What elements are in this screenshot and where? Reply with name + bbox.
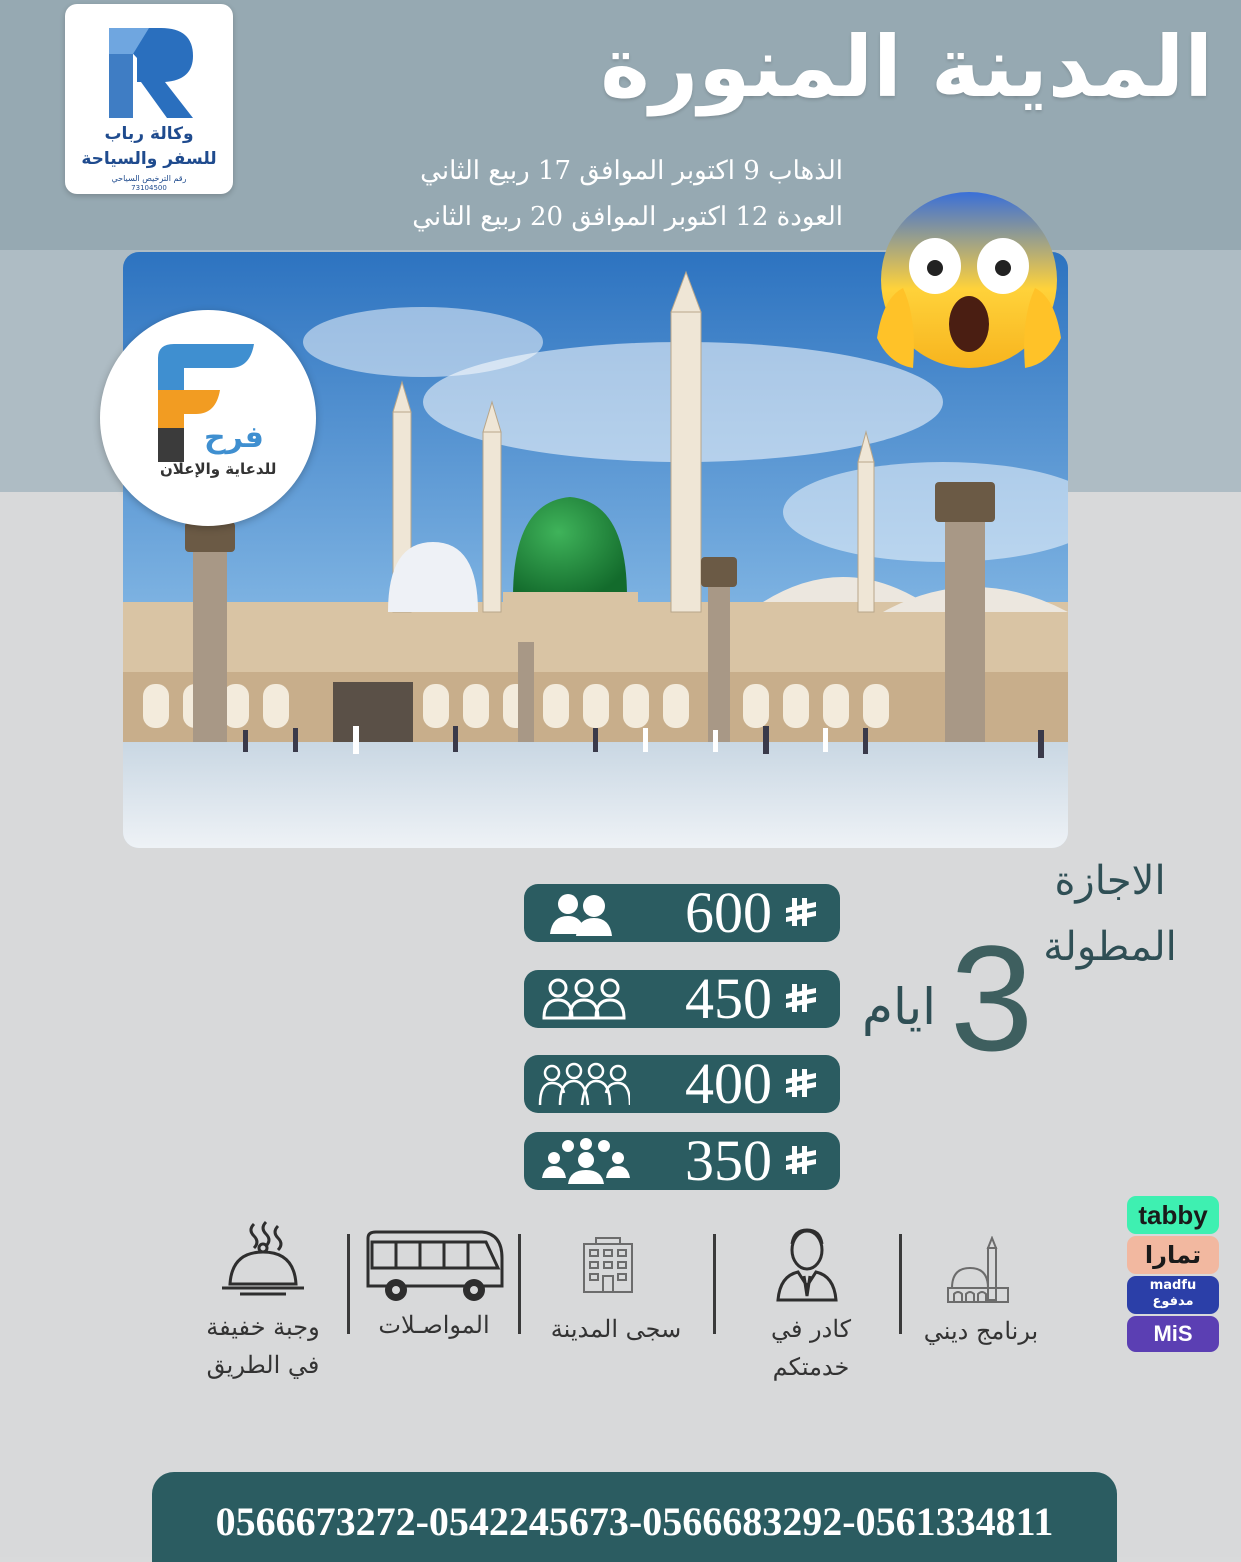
departure-date: الذهاب 9 اكتوبر الموافق 17 ربيع الثاني [420, 156, 843, 186]
two-people-icon [538, 890, 630, 936]
feature-divider [713, 1234, 716, 1334]
price-row-double [524, 880, 840, 945]
vacation-line2: المطولة [1043, 924, 1177, 970]
feature-divider [899, 1234, 902, 1334]
feature-staff-line1: كادر في [770, 1315, 852, 1343]
agency-name-line2: للسفر والسياحة [81, 149, 217, 169]
food-cloche-icon [220, 1220, 306, 1302]
feature-registration: سجى المدينة [550, 1315, 682, 1343]
farah-name: فرح [204, 420, 264, 455]
feature-divider [347, 1234, 350, 1334]
feature-religious-program: برنامج ديني [923, 1317, 1039, 1345]
days-word: ايام [862, 978, 936, 1036]
shocked-face-emoji-icon [873, 188, 1065, 380]
riyal-symbol-icon [784, 982, 818, 1016]
farah-ad-logo [100, 310, 316, 526]
madfu-badge [1127, 1276, 1219, 1314]
days-number: 3 [950, 914, 1034, 1082]
contact-bar [152, 1472, 1117, 1562]
mis-badge: MiS [1127, 1316, 1219, 1352]
vacation-label [1030, 848, 1190, 980]
staff-person-icon [774, 1226, 840, 1302]
feature-staff-line2: خدمتكم [772, 1353, 850, 1381]
riyal-symbol-icon [784, 1067, 818, 1101]
price-value-group: 350 [685, 1128, 772, 1193]
mosque-icon [946, 1236, 1010, 1312]
feature-transport: المواصـلات [378, 1311, 490, 1339]
four-people-icon [538, 1061, 630, 1107]
feature-snack-line2: في الطريق [206, 1351, 320, 1379]
page-title: المدينة المنورة [600, 18, 1213, 116]
agency-r-logo-icon [103, 18, 199, 122]
feature-divider [518, 1234, 521, 1334]
price-value-double: 600 [685, 880, 772, 945]
price-value-triple: 450 [685, 966, 772, 1031]
riyal-symbol-icon [784, 1144, 818, 1178]
riyal-symbol-icon [784, 896, 818, 930]
price-row-quad [524, 1051, 840, 1116]
feature-snack [196, 1308, 330, 1384]
feature-staff [744, 1310, 878, 1386]
agency-license-label: رقم الترخيص السياحي [111, 174, 187, 183]
madfu-latin: madfu [1149, 1278, 1197, 1293]
bus-icon [362, 1228, 506, 1304]
agency-name-line1: وكالة رباب [104, 124, 194, 144]
agency-license-number: 73104500 [131, 184, 167, 192]
three-people-icon [538, 976, 630, 1022]
price-row-group [524, 1128, 840, 1193]
contact-phones: 0566673272-0542245673-0566683292-0561334811 [215, 1499, 1054, 1544]
agency-logo [65, 4, 233, 194]
vacation-line1: الاجازة [1054, 858, 1166, 904]
return-date: العودة 12 اكتوبر الموافق 20 ربيع الثاني [412, 202, 843, 232]
trip-dates [412, 148, 843, 240]
building-icon [578, 1236, 638, 1294]
farah-tagline: للدعاية والإعلان [160, 460, 277, 478]
tabby-badge: tabby [1127, 1196, 1219, 1234]
madfu-arabic: مدفوع [1152, 1294, 1194, 1309]
price-value-quad: 400 [685, 1051, 772, 1116]
tamara-badge: تمارا [1127, 1236, 1219, 1274]
group-people-icon [538, 1138, 630, 1184]
feature-snack-line1: وجبة خفيفة [206, 1313, 320, 1341]
price-row-triple [524, 966, 840, 1031]
